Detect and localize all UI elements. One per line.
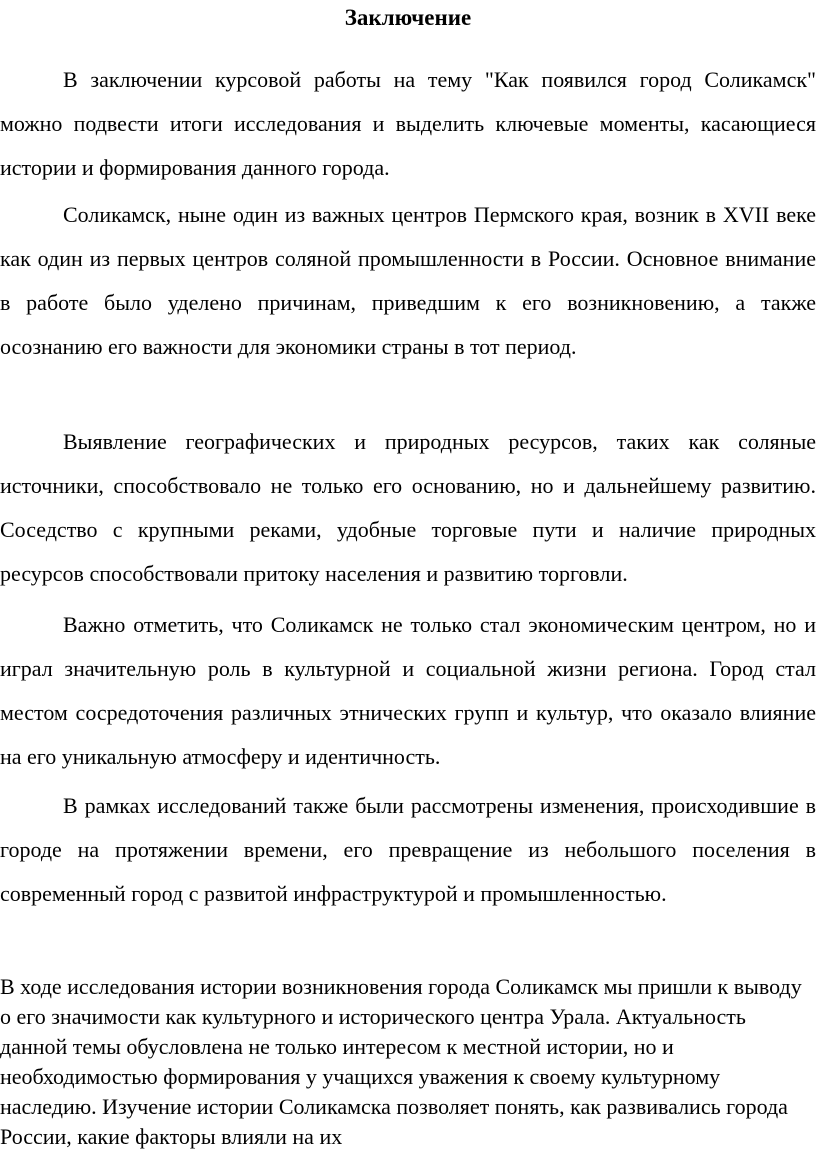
paragraph-resources: Выявление географических и природных ресурсов, таких как соляные источники, способствовало не только его основанию, но и дальнейшему развитию. Соседство с крупными реками, удобные торговые пути и наличие природных ресурсов способствовали притоку населения и развитию торговли. [0, 429, 816, 586]
paragraph-intro: В заключении курсовой работы на тему "Как появился город Соликамск" можно подвести итоги исследования и выделить ключевые моменты, касающиеся истории и формирования данного города. [0, 67, 816, 180]
paragraph-origin: Соликамск, ныне один из важных центров Пермского края, возник в XVII веке как один из первых центров соляной промышленности в России. Основное внимание в работе было уделено причинам, приведшим к его возникновению, а также осознанию его важности для экономики страны в тот период. [0, 202, 816, 359]
paragraph-culture: Важно отметить, что Соликамск не только стал экономическим центром, но и играл значительную роль в культурной и социальной жизни региона. Город стал местом сосредоточения различных этнических групп и культур, что оказало влияние на его уникальную атмосферу и идентичность. [0, 612, 816, 769]
paragraph-changes: В рамках исследований также были рассмотрены изменения, происходившие в городе на протяжении времени, его превращение из небольшого поселения в современный город с развитой инфраструктурой и промышленностью. [0, 793, 816, 906]
paragraph-conclusion: В ходе исследования истории возникновения города Соликамск мы пришли к выводу о его значимости как культурного и исторического центра Урала. Актуальность данной темы обусловлена не только интересом к местной истории, но и необходимостью формирования у учащихся уважения к своему культурному наследию. Изучение истории Соликамска позволяет понять, как развивались города России, какие факторы влияли на их [0, 974, 802, 1149]
page-title: Заключение [344, 5, 472, 30]
